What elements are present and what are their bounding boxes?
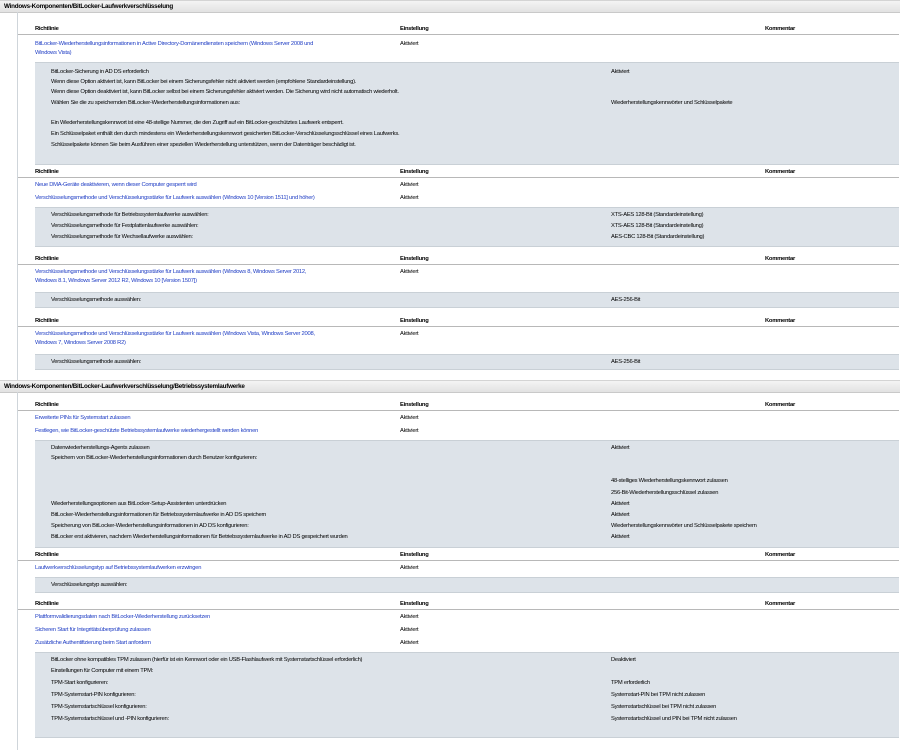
detail-row: Verschlüsselungsmethode für Festplattenlaufwerke auswählen: XTS-AES 128-Bit (Standardeinstellung) [51,223,704,229]
policy-row [18,194,899,204]
policy-setting: Aktiviert [400,41,419,47]
detail-row: BitLocker-Wiederherstellungsinformationen für Betriebssystemlaufwerke in AD DS speichern Aktiviert [51,512,630,518]
table-header [18,400,899,411]
policy-detail [35,292,899,308]
detail-row: BitLocker-Sicherung in AD DS erforderlich Aktiviert [51,69,630,75]
policy-row [18,427,899,437]
col-comment-header: Kommentar [765,169,795,175]
col-comment-header: Kommentar [765,601,795,607]
policy-link[interactable]: Laufwerkverschlüsselungstyp auf Betriebssystemlaufwerken erzwingen [35,565,202,571]
policy-setting: Aktiviert [400,614,419,620]
col-policy-header: Richtlinie [35,402,59,408]
table-header [18,550,899,561]
policy-row [18,626,899,636]
detail-row: Verschlüsselungsmethode für Betriebssystemlaufwerke auswählen: XTS-AES 128-Bit (Standardeinstellung) [51,212,704,218]
policy-row [18,40,899,60]
col-comment-header: Kommentar [765,552,795,558]
col-setting-header: Einstellung [400,601,429,607]
policy-row [18,414,899,424]
col-policy-header: Richtlinie [35,552,59,558]
section-bitlocker-os-drives [0,380,900,750]
policy-setting: Aktiviert [400,428,419,434]
col-policy-header: Richtlinie [35,256,59,262]
detail-row: Datenwiederherstellungs-Agents zulassen Aktiviert [51,445,630,451]
section-title[interactable]: Windows-Komponenten/BitLocker-Laufwerkverschlüsselung [0,0,900,13]
detail-row: TPM-Start konfigurieren: TPM erforderlich [51,680,650,686]
detail-row: Schlüsselpakete können Sie beim Ausführen einer speziellen Wiederherstellung unterstützen, wenn der Datenträger beschädigt ist. [51,142,356,148]
policy-link[interactable]: Erweiterte PINs für Systemstart zulassen [35,415,131,421]
policy-setting: Aktiviert [400,195,419,201]
policy-link[interactable]: Plattformvalidierungsdaten nach BitLocker-Wiederherstellung zurücksetzen [35,614,211,620]
table-header [18,254,899,265]
section-title[interactable]: Windows-Komponenten/BitLocker-Laufwerkverschlüsselung/Betriebssystemlaufwerke [0,380,900,393]
col-setting-header: Einstellung [400,26,429,32]
col-setting-header: Einstellung [400,256,429,262]
policy-link[interactable]: Sicheren Start für Integritätsüberprüfung zulassen [35,627,151,633]
detail-row: BitLocker ohne kompatibles TPM zulassen (hierfür ist ein Kennwort oder ein USB-Flashlaufwerk mit Systemstartschlüssel erforderlich) Deaktiviert [51,657,636,663]
detail-row: Verschlüsselungsmethode auswählen: AES-256-Bit [51,297,641,303]
section-body [17,12,899,380]
col-policy-header: Richtlinie [35,169,59,175]
col-policy-header: Richtlinie [35,26,59,32]
policy-setting: Aktiviert [400,331,419,337]
detail-row: Wählen Sie die zu speichernden BitLocker-Wiederherstellungsinformationen aus: Wiederherstellungskennwörter und Schlüsselpakete [51,100,733,106]
policy-link[interactable]: BitLocker-Wiederherstellungsinformationen in Active Directory-Domänendiensten speichern (Windows Server 2008 und Windows Vista) [35,41,314,56]
table-header [18,24,899,35]
policy-setting: Aktiviert [400,627,419,633]
policy-link[interactable]: Neue DMA-Geräte deaktivieren, wenn dieser Computer gesperrt wird [35,182,197,188]
col-setting-header: Einstellung [400,169,429,175]
detail-row: Einstellungen für Computer mit einem TPM: [51,668,154,674]
detail-row: Wenn diese Option deaktiviert ist, kann BitLocker selbst bei einem Sicherungsfehler aktiviert werden. Die Sicherung wird nicht automatisch wiederholt. [51,89,399,95]
policy-detail [35,440,899,548]
col-setting-header: Einstellung [400,552,429,558]
policy-link[interactable]: Verschlüsselungsmethode und Verschlüsselungsstärke für Laufwerk auswählen (Windows 10 [Version 1511] und höher) [35,195,315,201]
col-setting-header: Einstellung [400,402,429,408]
detail-row: TPM-Systemstart-PIN konfigurieren: Systemstart-PIN bei TPM nicht zulassen [51,692,706,698]
policy-link[interactable]: Zusätzliche Authentifizierung beim Start anfordern [35,640,151,646]
policy-row [18,564,899,574]
detail-row: BitLocker erst aktivieren, nachdem Wiederherstellungsinformationen für Betriebssystemlaufwerke in AD DS gespeichert wurden Aktiviert [51,534,630,540]
detail-row: TPM-Systemstartschlüssel konfigurieren: Systemstartschlüssel bei TPM nicht zulassen [51,704,717,710]
detail-row: Ein Schlüsselpaket enthält den durch mindestens ein Wiederherstellungskennwort gesicherten BitLocker-Verschlüsselungsschlüssel eines Laufwerks. [51,131,400,137]
detail-row: 256-Bit-Wiederherstellungsschlüssel zulassen [611,490,719,496]
policy-row [18,330,899,350]
policy-link[interactable]: Festlegen, wie BitLocker-geschützte Betriebssystemlaufwerke wiederhergestellt werden können [35,428,259,434]
col-setting-header: Einstellung [400,318,429,324]
detail-row: Speichern von BitLocker-Wiederherstellungsinformationen durch Benutzer konfigurieren: [51,455,257,461]
detail-row: TPM-Systemstartschlüssel und -PIN konfigurieren: Systemstartschlüssel und PIN bei TPM nicht zulassen [51,716,737,722]
policy-row [18,639,899,649]
col-comment-header: Kommentar [765,256,795,262]
policy-row [18,181,899,191]
policy-setting: Aktiviert [400,182,419,188]
policy-row [18,268,899,288]
section-body [17,392,899,750]
policy-detail [35,354,899,370]
policy-setting: Aktiviert [400,415,419,421]
table-header [18,599,899,610]
col-comment-header: Kommentar [765,402,795,408]
col-comment-header: Kommentar [765,318,795,324]
detail-row: Wenn diese Option aktiviert ist, kann BitLocker bei einem Sicherungsfehler nicht aktiviert werden (empfohlene Standardeinstellung). [51,79,357,85]
policy-setting: Aktiviert [400,565,419,571]
policy-setting: Aktiviert [400,269,419,275]
table-header [18,167,899,178]
policy-detail [35,207,899,247]
col-comment-header: Kommentar [765,26,795,32]
detail-row: Verschlüsselungsmethode für Wechsellaufwerke auswählen: AES-CBC 128-Bit (Standardeinstellung) [51,234,705,240]
detail-row: Verschlüsselungstyp auswählen: [51,582,128,588]
policy-detail [35,62,899,165]
detail-row: Ein Wiederherstellungskennwort ist eine 48-stellige Nummer, die den Zugriff auf ein BitLocker-geschütztes Laufwerk entsperrt. [51,120,344,126]
detail-row: Wiederherstellungsoptionen aus BitLocker-Setup-Assistenten unterdrücken Aktiviert [51,501,630,507]
policy-row [18,613,899,623]
detail-row: 48-stelliges Wiederherstellungskennwort zulassen [611,478,728,484]
detail-row: Verschlüsselungsmethode auswählen: AES-256-Bit [51,359,641,365]
policy-detail [35,652,899,738]
policy-link[interactable]: Verschlüsselungsmethode und Verschlüsselungsstärke für Laufwerk auswählen (Windows 8, Windows Server 2012, Windows 8.1, Windows Server 2012 R2, Windows 10 [Version 1507]) [35,269,307,284]
table-header [18,316,899,327]
policy-detail [35,577,899,593]
col-policy-header: Richtlinie [35,318,59,324]
detail-row: Speicherung von BitLocker-Wiederherstellungsinformationen in AD DS konfigurieren: Wiederherstellungskennwörter und Schlüsselpakete speichern [51,523,757,529]
col-policy-header: Richtlinie [35,601,59,607]
policy-link[interactable]: Verschlüsselungsmethode und Verschlüsselungsstärke für Laufwerk auswählen (Windows Vista, Windows Server 2008, Windows 7, Windows Server 2008 R2) [35,331,315,346]
policy-setting: Aktiviert [400,640,419,646]
